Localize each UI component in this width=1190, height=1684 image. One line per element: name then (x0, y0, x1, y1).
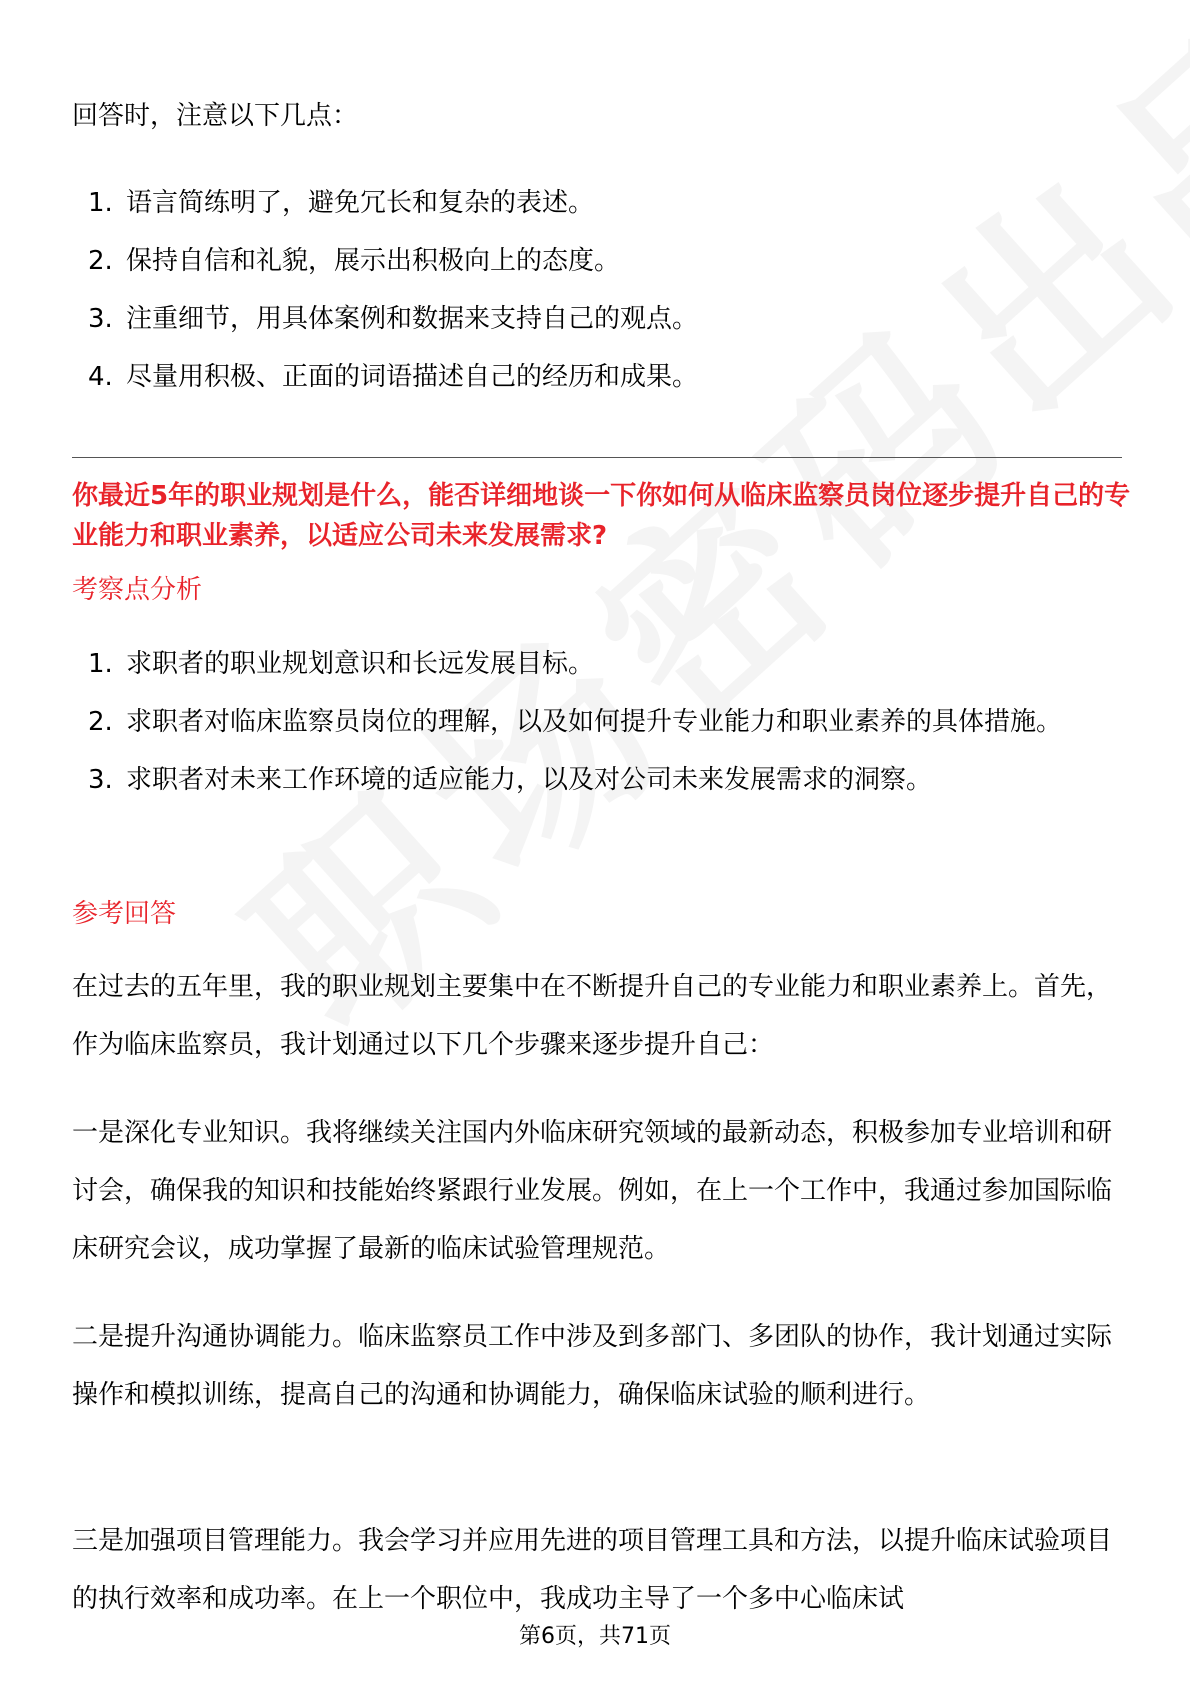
list-item (72, 751, 1122, 809)
list-item (72, 348, 1122, 406)
list-number: 1. (88, 649, 113, 679)
interview-question: 你最近5年的职业规划是什么，能否详细地谈一下你如何从临床监察员岗位逐步提升自己的专业能力和职业素养，以适应公司未来发展需求? (72, 481, 1131, 551)
list-item-text: 求职者的职业规划意识和长远发展目标。 (126, 649, 595, 679)
answer-paragraph: 三是加强项目管理能力。我会学习并应用先进的项目管理工具和方法，以提升临床试验项目的执行效率和成功率。在上一个职位中，我成功主导了一个多中心临床试 (72, 1526, 1113, 1614)
tips-list (72, 174, 1122, 406)
list-item (72, 635, 1122, 693)
list-item-text: 求职者对临床监察员岗位的理解，以及如何提升专业能力和职业素养的具体措施。 (126, 707, 1063, 737)
list-item (72, 174, 1122, 232)
list-item-text: 注重细节，用具体案例和数据来支持自己的观点。 (126, 304, 699, 334)
answer-paragraph: 在过去的五年里，我的职业规划主要集中在不断提升自己的专业能力和职业素养上。首先，作为临床监察员，我计划通过以下几个步骤来逐步提升自己： (72, 972, 1113, 1060)
list-number: 3. (88, 304, 113, 334)
list-item-text: 尽量用积极、正面的词语描述自己的经历和成果。 (126, 362, 699, 392)
list-item-text: 求职者对未来工作环境的适应能力，以及对公司未来发展需求的洞察。 (126, 765, 933, 795)
list-number: 2. (88, 707, 113, 737)
list-item (72, 693, 1122, 751)
list-number: 3. (88, 765, 113, 795)
list-item-text: 保持自信和礼貌，展示出积极向上的态度。 (126, 246, 621, 276)
intro-text: 回答时，注意以下几点： (72, 101, 359, 131)
answer-paragraph: 一是深化专业知识。我将继续关注国内外临床研究领域的最新动态，积极参加专业培训和研讨会，确保我的知识和技能始终紧跟行业发展。例如，在上一个工作中，我通过参加国际临床研究会议，成功掌握了最新的临床试验管理规范。 (72, 1118, 1113, 1264)
list-number: 2. (88, 246, 113, 276)
analysis-list (72, 635, 1122, 809)
section-divider (72, 457, 1122, 458)
page-number-footer: 第6页，共71页 (519, 1624, 671, 1649)
list-item-text: 语言简练明了，避免冗长和复杂的表述。 (126, 188, 595, 218)
analysis-heading: 考察点分析 (72, 575, 203, 605)
answer-paragraph: 二是提升沟通协调能力。临床监察员工作中涉及到多部门、多团队的协作，我计划通过实际操作和模拟训练，提高自己的沟通和协调能力，确保临床试验的顺利进行。 (72, 1322, 1113, 1410)
list-number: 1. (88, 188, 113, 218)
answer-heading: 参考回答 (72, 899, 177, 929)
list-item (72, 290, 1122, 348)
list-item (72, 232, 1122, 290)
list-number: 4. (88, 362, 113, 392)
